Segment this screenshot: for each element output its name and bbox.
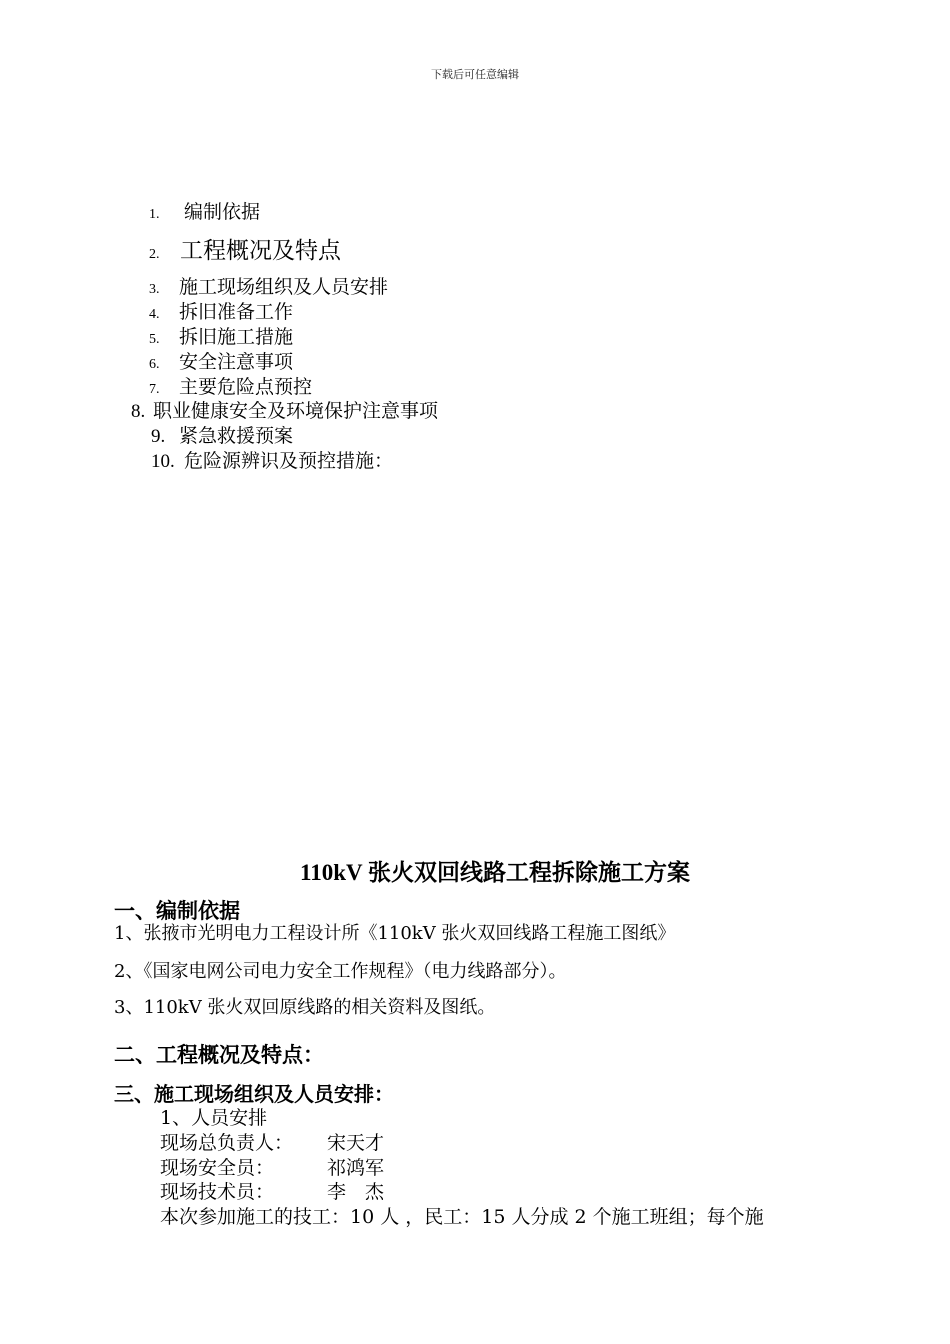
toc-text: 拆旧准备工作	[179, 301, 294, 323]
toc-item	[149, 197, 260, 224]
paragraph: 3、110kV 张火双回原线路的相关资料及图纸。	[114, 997, 496, 1018]
paragraph: 本次参加施工的技工：10 人 ，民工：15 人分成 2 个施工班组；每个施	[160, 1206, 764, 1228]
toc-item	[149, 322, 293, 349]
role-name: 祁鸿军	[327, 1157, 385, 1179]
toc-text: 主要危险点预控	[179, 376, 313, 398]
toc-number: 8.	[131, 401, 146, 422]
toc-text: 施工现场组织及人员安排	[179, 276, 389, 298]
toc-number: 5.	[149, 332, 160, 347]
toc-number: 9.	[151, 426, 166, 447]
toc-text: 编制依据	[184, 201, 261, 223]
section-heading: 三、施工现场组织及人员安排：	[114, 1082, 394, 1106]
section-heading: 一、编制依据	[114, 899, 240, 923]
toc-text: 危险源辨识及预控措施：	[184, 450, 394, 472]
toc-item	[151, 446, 393, 473]
role-row	[160, 1128, 384, 1155]
toc-text: 安全注意事项	[179, 351, 294, 373]
role-row	[160, 1153, 384, 1180]
section-heading: 二、工程概况及特点：	[114, 1043, 324, 1067]
toc-number: 10.	[151, 451, 175, 472]
role-label: 现场技术员：	[160, 1181, 275, 1203]
toc-number: 4.	[149, 307, 160, 322]
toc-item	[131, 396, 438, 423]
toc-item	[149, 347, 293, 374]
toc-item	[149, 232, 341, 265]
toc-item	[149, 297, 293, 324]
role-label: 现场总负责人：	[160, 1132, 294, 1154]
toc-item	[149, 272, 388, 299]
paragraph: 2、《国家电网公司电力安全工作规程》（电力线路部分）。	[114, 961, 567, 982]
role-row	[160, 1177, 384, 1204]
page-header-note: 下载后可任意编辑	[431, 68, 519, 81]
toc-text: 工程概况及特点	[180, 238, 341, 264]
toc-text: 紧急救援预案	[179, 425, 294, 447]
toc-text: 职业健康安全及环境保护注意事项	[153, 400, 439, 422]
role-name: 李 杰	[327, 1181, 385, 1203]
role-label: 现场安全员：	[160, 1157, 275, 1179]
toc-number: 2.	[149, 247, 160, 262]
toc-number: 6.	[149, 357, 160, 372]
document-title: 110kV 张火双回线路工程拆除施工方案	[300, 860, 690, 885]
toc-item	[151, 421, 293, 448]
toc-item	[149, 372, 312, 399]
toc-number: 1.	[149, 207, 160, 222]
toc-text: 拆旧施工措施	[179, 326, 294, 348]
toc-number: 3.	[149, 282, 160, 297]
role-name: 宋天才	[327, 1132, 385, 1154]
paragraph: 1、张掖市光明电力工程设计所《110kV 张火双回线路工程施工图纸》	[114, 923, 676, 944]
sub-heading: 1、人员安排	[160, 1107, 268, 1129]
toc-number: 7.	[149, 382, 160, 397]
